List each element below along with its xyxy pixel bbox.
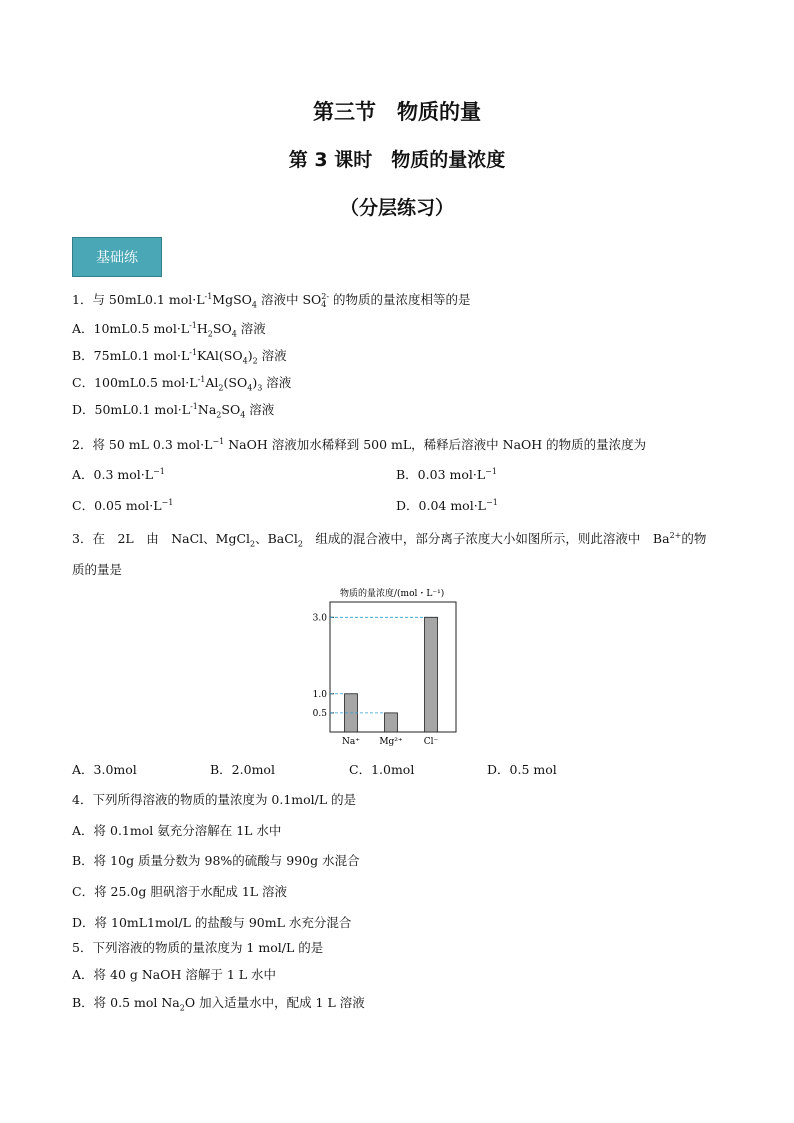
- ion-concentration-chart: [300, 586, 460, 750]
- q5-option-b: B．将 0.5 mol $Na_2O$ 加入适量水中，配成 1 L 溶液: [72, 995, 365, 1013]
- q3-option-d: D．0.5 mol: [487, 762, 557, 777]
- chart-bar: [385, 713, 398, 732]
- q3-stem-line2: 质的量是: [72, 562, 123, 577]
- lesson-title: 第 3 课时 物质的量浓度: [288, 149, 506, 171]
- q2-option-d: D．0.04 $mol\cdot L^{-1}$: [396, 497, 498, 513]
- q4-option-d: D．将 10mL1mol/L 的盐酸与 90mL 水充分混合: [72, 915, 352, 930]
- section-title: 第三节 物质的量: [313, 100, 481, 124]
- chart-bar: [425, 617, 438, 732]
- q4-option-a: A．将 0.1mol 氨充分溶解在 1L 水中: [72, 823, 282, 838]
- chart-y-axis-label: 物质的量浓度/(mol・L⁻¹): [340, 589, 445, 599]
- q3-option-b: B．2.0mol: [210, 762, 275, 777]
- chart-y-tick-label: 1.0: [312, 689, 327, 700]
- q2-option-c: C．0.05 $mol\cdot L^{-1}$: [72, 497, 174, 513]
- q4-stem: 4．下列所得溶液的物质的量浓度为 0.1mol/L 的是: [72, 792, 357, 807]
- q5-stem: 5．下列溶液的物质的量浓度为 1 mol/L 的是: [72, 940, 324, 955]
- chart-x-tick-label: Na⁺: [342, 737, 360, 747]
- chart-x-tick-label: Mg²⁺: [379, 737, 403, 747]
- chart-x-tick-label: Cl⁻: [423, 737, 439, 747]
- q4-option-b: B．将 10g 质量分数为 98%的硫酸与 990g 水混合: [72, 853, 360, 868]
- q3-stem-line1: 3．在 2L 由 NaCl、MgCl$_2$、BaCl$_2$ 组成的混合液中，部分离子浓度大小如图所示，则此溶液中 $Ba^{2+}$的物: [72, 530, 707, 549]
- subtitle: （分层练习）: [339, 197, 454, 219]
- basic-practice-badge: 基础练: [72, 237, 162, 277]
- q2-option-b: B．0.03 $mol\cdot L^{-1}$: [396, 466, 497, 482]
- q1-stem: 1．与 50mL0.1 $mol\cdot L^{-1}MgSO_4$ 溶液中 SO 2- 4 的物质的量浓度相等的是: [72, 291, 471, 310]
- chart-y-tick-label: 3.0: [312, 613, 327, 624]
- q3-option-a: A．3.0mol: [72, 762, 137, 777]
- q1-option-b: B．75mL0.1 $mol\cdot L^{-1}KAl(SO_4)_2$ 溶液: [72, 347, 287, 366]
- q1-option-c: C．100mL0.5 $mol\cdot L^{-1}Al_2(SO_4)_3$ 溶液: [72, 374, 292, 393]
- q1-option-d: D．50mL0.1 $mol\cdot L^{-1}Na_2SO_4$ 溶液: [72, 401, 275, 420]
- q2-option-a: A．0.3 $mol\cdot L^{-1}$: [72, 466, 165, 482]
- q3-option-c: C．1.0mol: [349, 762, 415, 777]
- q1-option-a: A．10mL0.5 $mol\cdot L^{-1}H_2SO_4$ 溶液: [72, 320, 266, 339]
- q2-stem: 2．将 50 mL 0.3 $mol\cdot L^{-1}$ NaOH 溶液加水稀释到 500 mL，稀释后溶液中 NaOH 的物质的量浓度为: [72, 436, 647, 452]
- q5-option-a: A．将 40 g NaOH 溶解于 1 L 水中: [72, 967, 277, 982]
- chart-y-tick-label: 0.5: [312, 708, 327, 719]
- q4-option-c: C．将 25.0g 胆矾溶于水配成 1L 溶液: [72, 884, 288, 899]
